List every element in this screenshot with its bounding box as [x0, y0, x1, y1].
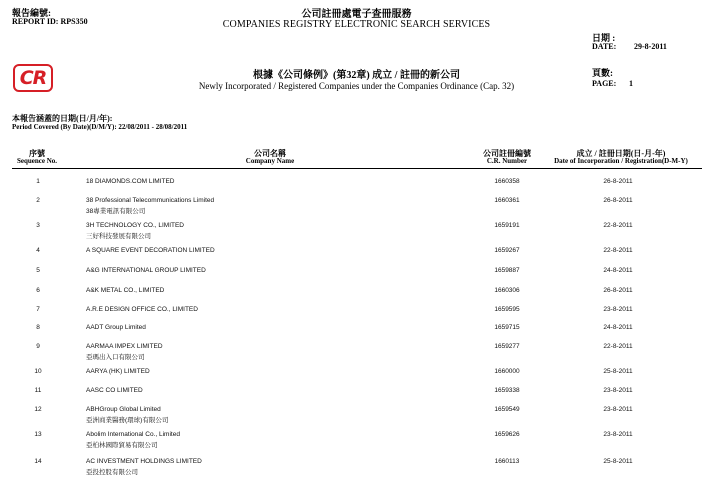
date-cell: 26-8-2011 [603, 178, 633, 185]
cr-number-cell: 1659191 [494, 222, 520, 229]
company-name-cell: ABHGroup Global Limited [86, 406, 161, 413]
report-id: REPORT ID: RPS350 [12, 17, 88, 26]
cr-number-cell: 1660361 [494, 197, 520, 204]
cr-number-cell: 1659549 [494, 406, 520, 413]
report-title-zh: 根據《公司條例》(第32章) 成立 / 註冊的新公司 [253, 70, 460, 81]
company-name-cell: Abolim International Co., Limited [86, 431, 180, 438]
company-name-cell: A&K METAL CO., LIMITED [86, 287, 165, 294]
cr-number-cell: 1659267 [494, 247, 520, 254]
service-title-zh: 公司註冊處電子查冊服務 [301, 9, 412, 20]
company-name-cell: AARMAA IMPEX LIMITED [86, 343, 163, 350]
cr-number-cell: 1659887 [494, 267, 520, 274]
company-name-cell: A&G INTERNATIONAL GROUP LIMITED [86, 267, 206, 274]
cr-number-cell: 1660000 [494, 368, 520, 375]
company-name-cell: AADT Group Limited [86, 324, 146, 331]
seq-cell: 8 [36, 324, 40, 331]
cr-number-cell: 1659715 [494, 324, 520, 331]
col-crno-en: C.R. Number [486, 157, 528, 165]
cr-number-cell: 1660306 [494, 287, 520, 294]
seq-cell: 2 [36, 197, 40, 204]
cr-number-cell: 1660113 [494, 458, 520, 465]
col-name-en: Company Name [245, 157, 295, 165]
date-cell: 22-8-2011 [603, 343, 633, 350]
col-date-zh: 成立 / 註冊日期(日-月-年) [576, 149, 666, 158]
seq-cell: 13 [34, 431, 42, 438]
date-cell: 25-8-2011 [603, 458, 633, 465]
seq-cell: 7 [36, 306, 40, 313]
company-chinese-name-cell: 亞洲商業醫務(環球)有限公司 [86, 417, 169, 424]
company-chinese-name-cell: 三好科技發展有限公司 [86, 233, 151, 240]
date-cell: 26-8-2011 [603, 197, 633, 204]
service-title-en: COMPANIES REGISTRY ELECTRONIC SEARCH SERVICES [222, 19, 491, 30]
company-name-cell: 38 Professional Telecommunications Limited [86, 197, 215, 204]
date-cell: 23-8-2011 [603, 431, 633, 438]
col-seq-zh: 序號 [29, 149, 45, 158]
cr-number-cell: 1659277 [494, 343, 520, 350]
seq-cell: 5 [36, 267, 40, 274]
report-title-en: Newly Incorporated / Registered Companies under the Companies Ordinance (Cap. 32) [198, 81, 515, 91]
company-name-cell: AC INVESTMENT HOLDINGS LIMITED [86, 458, 202, 465]
col-date-en: Date of Incorporation / Registration(D-M-Y) [554, 157, 688, 165]
page-value: 1 [629, 79, 633, 88]
company-chinese-name-cell: 亞柏林國際貿易有限公司 [86, 442, 158, 449]
logo-text: CR [19, 67, 47, 89]
date-cell: 23-8-2011 [603, 387, 633, 394]
date-cell: 23-8-2011 [603, 306, 633, 313]
company-name-cell: 18 DIAMONDS.COM LIMITED [86, 178, 175, 185]
date-cell: 26-8-2011 [603, 287, 633, 294]
header-divider [12, 168, 702, 169]
date-cell: 25-8-2011 [603, 368, 633, 375]
companies-registry-logo [13, 64, 53, 92]
cr-number-cell: 1659595 [494, 306, 520, 313]
company-name-cell: AARYA (HK) LIMITED [86, 368, 150, 375]
seq-cell: 3 [36, 222, 40, 229]
cr-number-cell: 1659338 [494, 387, 520, 394]
period-label-en: Period Covered (By Date)(D/M/Y): 22/08/2011 - 28/08/2011 [12, 123, 188, 131]
company-name-cell: 3H TECHNOLOGY CO., LIMITED [86, 222, 185, 229]
company-name-cell: A SQUARE EVENT DECORATION LIMITED [86, 247, 215, 254]
company-chinese-name-cell: 亞投控股有限公司 [86, 469, 138, 476]
date-cell: 24-8-2011 [603, 324, 633, 331]
date-cell: 22-8-2011 [603, 247, 633, 254]
date-cell: 22-8-2011 [603, 222, 633, 229]
date-cell: 23-8-2011 [603, 406, 633, 413]
seq-cell: 4 [36, 247, 40, 254]
seq-cell: 10 [34, 368, 42, 375]
seq-cell: 12 [34, 406, 42, 413]
seq-cell: 6 [36, 287, 40, 294]
page-label: PAGE: [592, 79, 617, 88]
company-chinese-name-cell: 亞瑪出入口有限公司 [86, 354, 145, 361]
report-id-label-zh: 報告編號: [12, 8, 51, 18]
date-cell: 24-8-2011 [603, 267, 633, 274]
seq-cell: 9 [36, 343, 40, 350]
company-name-cell: A.R.E DESIGN OFFICE CO., LIMITED [86, 306, 198, 313]
date-label: DATE: [592, 42, 617, 51]
seq-cell: 1 [36, 178, 40, 185]
col-crno-zh: 公司註冊編號 [483, 149, 531, 158]
company-chinese-name-cell: 38專業電訊有限公司 [86, 208, 146, 215]
seq-cell: 11 [34, 387, 42, 394]
date-value: 29-8-2011 [634, 42, 667, 51]
page-label-zh: 頁數: [592, 68, 613, 78]
date-label-zh: 日期 : [592, 33, 616, 43]
company-name-cell: AASC CO LIMITED [86, 387, 143, 394]
cr-number-cell: 1660358 [494, 178, 520, 185]
seq-cell: 14 [34, 458, 42, 465]
col-seq-en: Sequence No. [16, 157, 58, 165]
col-name-zh: 公司名稱 [254, 149, 286, 158]
period-label-zh: 本報告涵蓋的日期(日/月/年): [12, 114, 113, 123]
cr-number-cell: 1659626 [494, 431, 520, 438]
